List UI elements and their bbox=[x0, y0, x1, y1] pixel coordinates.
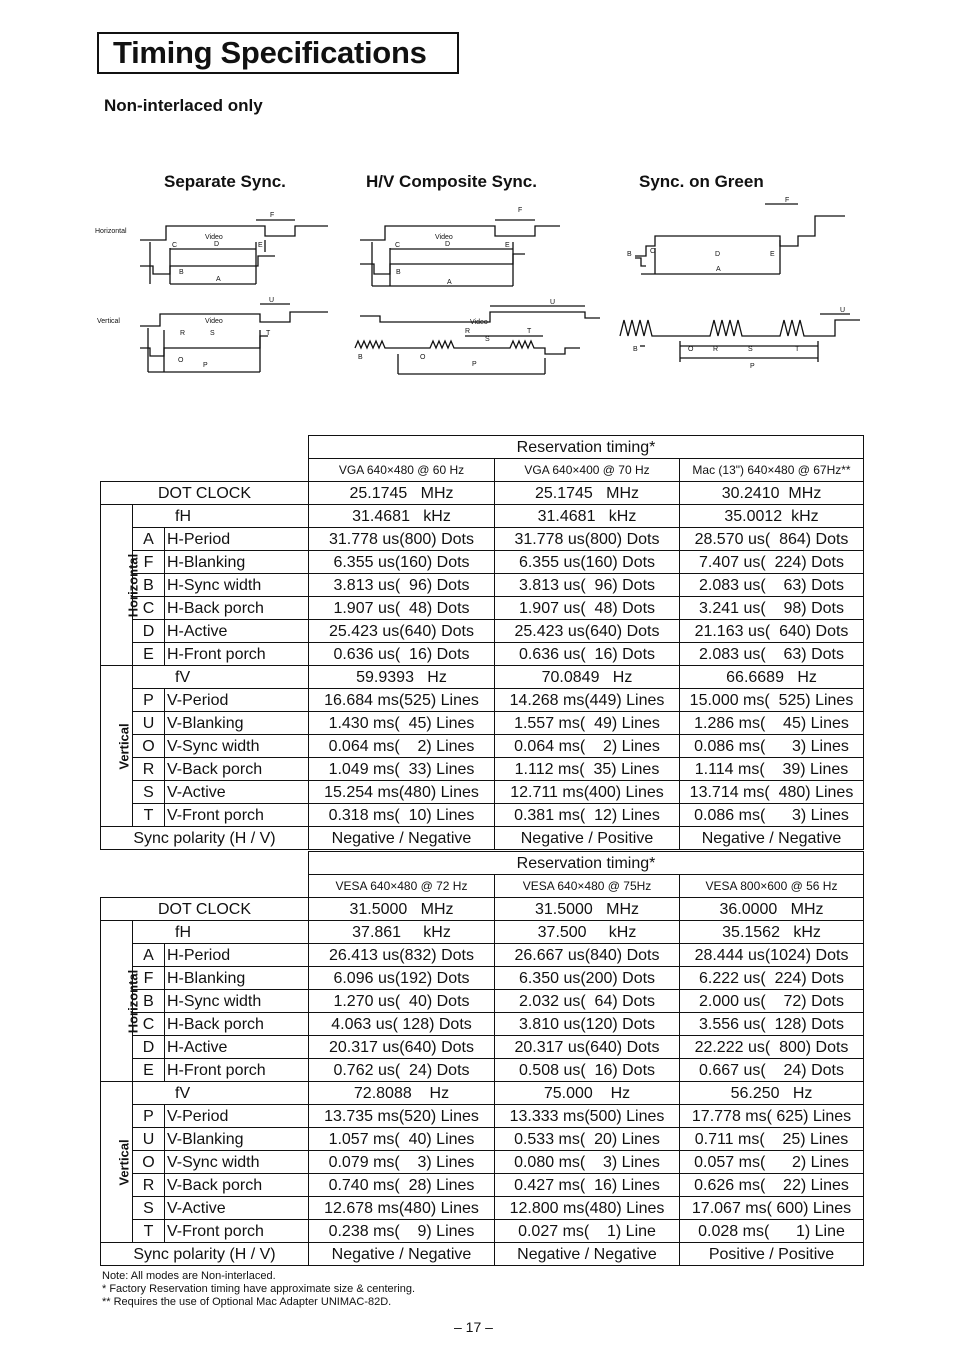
cell: 0.381 ms( 12) Lines bbox=[495, 804, 680, 827]
mode-header: VGA 640×480 @ 60 Hz bbox=[309, 459, 495, 482]
cell: Negative / Negative bbox=[680, 827, 864, 850]
cell: 0.318 ms( 10) Lines bbox=[309, 804, 495, 827]
cell: 1.907 us( 48) Dots bbox=[495, 597, 680, 620]
cell: 1.049 ms( 33) Lines bbox=[309, 758, 495, 781]
cell: 20.317 us(640) Dots bbox=[495, 1036, 680, 1059]
svg-text:C: C bbox=[650, 248, 656, 255]
svg-text:U: U bbox=[550, 299, 556, 306]
row-label: fV bbox=[133, 1082, 309, 1105]
cell: 2.083 us( 63) Dots bbox=[680, 574, 864, 597]
group-label: Horizontal bbox=[101, 505, 133, 666]
cell: 72.8088 Hz bbox=[309, 1082, 495, 1105]
row-letter: F bbox=[133, 551, 165, 574]
cell: 12.711 ms(400) Lines bbox=[495, 781, 680, 804]
subtitle: Non-interlaced only bbox=[104, 96, 263, 115]
cell: 12.800 ms(480) Lines bbox=[495, 1197, 680, 1220]
cell: 0.667 us( 24) Dots bbox=[680, 1059, 864, 1082]
separate-sync-title: Separate Sync. bbox=[164, 172, 286, 191]
cell: 2.083 us( 63) Dots bbox=[680, 643, 864, 666]
footnotes bbox=[102, 1270, 415, 1309]
row-label: V-Sync width bbox=[165, 735, 309, 758]
svg-text:A: A bbox=[216, 276, 221, 283]
green-horizontal-diagram bbox=[627, 197, 845, 274]
cell: 0.427 ms( 16) Lines bbox=[495, 1174, 680, 1197]
mode-header: VESA 640×480 @ 72 Hz bbox=[309, 875, 495, 898]
row-label: Sync polarity (H / V) bbox=[101, 827, 309, 850]
svg-text:P: P bbox=[472, 361, 477, 368]
cell: 25.423 us(640) Dots bbox=[495, 620, 680, 643]
cell: 3.810 us(120) Dots bbox=[495, 1013, 680, 1036]
mode-header: Mac (13") 640×480 @ 67Hz** bbox=[680, 459, 864, 482]
cell: 21.163 us( 640) Dots bbox=[680, 620, 864, 643]
row-letter: C bbox=[133, 597, 165, 620]
cell: 6.355 us(160) Dots bbox=[495, 551, 680, 574]
svg-text:U: U bbox=[269, 297, 275, 304]
cell: 3.241 us( 98) Dots bbox=[680, 597, 864, 620]
svg-text:Video: Video bbox=[205, 318, 223, 325]
cell: 2.032 us( 64) Dots bbox=[495, 990, 680, 1013]
cell: 12.678 ms(480) Lines bbox=[309, 1197, 495, 1220]
svg-text:Video: Video bbox=[470, 319, 488, 326]
group-label: Horizontal bbox=[101, 921, 133, 1082]
cell: 7.407 us( 224) Dots bbox=[680, 551, 864, 574]
note: ** Requires the use of Optional Mac Adapter UNIMAC-82D. bbox=[102, 1296, 392, 1308]
svg-text:T: T bbox=[795, 346, 800, 353]
cell: Negative / Negative bbox=[309, 827, 495, 850]
row-letter: E bbox=[133, 1059, 165, 1082]
composite-horizontal-diagram bbox=[360, 207, 560, 286]
svg-text:T: T bbox=[266, 330, 271, 337]
cell: 31.4681 kHz bbox=[495, 505, 680, 528]
cell: 0.238 ms( 9) Lines bbox=[309, 1220, 495, 1243]
cell: 31.5000 MHz bbox=[495, 898, 680, 921]
timing-table-2 bbox=[100, 851, 864, 1266]
mode-header: VGA 640×400 @ 70 Hz bbox=[495, 459, 680, 482]
row-letter: A bbox=[133, 944, 165, 967]
note: Note: All modes are Non-interlaced. bbox=[102, 1270, 276, 1282]
cell: 1.114 ms( 39) Lines bbox=[680, 758, 864, 781]
row-label: fV bbox=[133, 666, 309, 689]
row-label: V-Blanking bbox=[165, 712, 309, 735]
cell: 66.6689 Hz bbox=[680, 666, 864, 689]
mode-header: VESA 640×480 @ 75Hz bbox=[495, 875, 680, 898]
row-label: V-Front porch bbox=[165, 1220, 309, 1243]
cell: 0.079 ms( 3) Lines bbox=[309, 1151, 495, 1174]
row-label: H-Period bbox=[165, 944, 309, 967]
row-letter: U bbox=[133, 712, 165, 735]
svg-text:O: O bbox=[420, 354, 426, 361]
row-label: V-Blanking bbox=[165, 1128, 309, 1151]
group-label: Vertical bbox=[101, 666, 133, 827]
cell: 0.711 ms( 25) Lines bbox=[680, 1128, 864, 1151]
cell: 17.067 ms( 600) Lines bbox=[680, 1197, 864, 1220]
svg-text:Video: Video bbox=[435, 234, 453, 241]
row-label: DOT CLOCK bbox=[101, 898, 309, 921]
cell: 3.813 us( 96) Dots bbox=[495, 574, 680, 597]
reservation-header: Reservation timing* bbox=[309, 436, 864, 459]
cell: 3.556 us( 128) Dots bbox=[680, 1013, 864, 1036]
cell: 15.254 ms(480) Lines bbox=[309, 781, 495, 804]
cell: 0.028 ms( 1) Line bbox=[680, 1220, 864, 1243]
svg-text:S: S bbox=[748, 346, 753, 353]
svg-text:R: R bbox=[180, 330, 186, 337]
row-letter: A bbox=[133, 528, 165, 551]
mode-header: VESA 800×600 @ 56 Hz bbox=[680, 875, 864, 898]
cell: 13.714 ms( 480) Lines bbox=[680, 781, 864, 804]
cell: 2.000 us( 72) Dots bbox=[680, 990, 864, 1013]
row-letter: S bbox=[133, 781, 165, 804]
separate-horizontal-diagram bbox=[140, 212, 328, 284]
reservation-header: Reservation timing* bbox=[309, 852, 864, 875]
cell: 75.000 Hz bbox=[495, 1082, 680, 1105]
cell: 0.740 ms( 28) Lines bbox=[309, 1174, 495, 1197]
svg-text:F: F bbox=[785, 197, 790, 204]
cell: 70.0849 Hz bbox=[495, 666, 680, 689]
svg-text:B: B bbox=[179, 269, 184, 276]
row-label: H-Active bbox=[165, 620, 309, 643]
cell: 0.508 us( 16) Dots bbox=[495, 1059, 680, 1082]
cell: 0.057 ms( 2) Lines bbox=[680, 1151, 864, 1174]
row-label: Sync polarity (H / V) bbox=[101, 1243, 309, 1266]
row-label: H-Sync width bbox=[165, 990, 309, 1013]
row-label: V-Front porch bbox=[165, 804, 309, 827]
cell: 4.063 us( 128) Dots bbox=[309, 1013, 495, 1036]
svg-text:E: E bbox=[505, 242, 510, 249]
video-label: Video bbox=[205, 234, 223, 241]
row-letter: D bbox=[133, 1036, 165, 1059]
cell: 17.778 ms( 625) Lines bbox=[680, 1105, 864, 1128]
svg-text:P: P bbox=[203, 362, 208, 369]
cell: 0.636 us( 16) Dots bbox=[495, 643, 680, 666]
cell: 0.064 ms( 2) Lines bbox=[495, 735, 680, 758]
cell: 0.086 ms( 3) Lines bbox=[680, 804, 864, 827]
row-letter: T bbox=[133, 804, 165, 827]
row-label: fH bbox=[133, 921, 309, 944]
cell: 20.317 us(640) Dots bbox=[309, 1036, 495, 1059]
title-box bbox=[97, 32, 459, 74]
cell: 13.333 ms(500) Lines bbox=[495, 1105, 680, 1128]
row-letter: E bbox=[133, 643, 165, 666]
cell: 25.423 us(640) Dots bbox=[309, 620, 495, 643]
svg-text:P: P bbox=[750, 363, 755, 370]
svg-text:R: R bbox=[465, 328, 471, 335]
row-label: V-Active bbox=[165, 781, 309, 804]
cell: 30.2410 MHz bbox=[680, 482, 864, 505]
cell: Negative / Positive bbox=[495, 827, 680, 850]
cell: 1.430 ms( 45) Lines bbox=[309, 712, 495, 735]
separate-vertical-diagram bbox=[140, 297, 328, 372]
svg-text:B: B bbox=[358, 354, 363, 361]
row-letter: U bbox=[133, 1128, 165, 1151]
row-label: DOT CLOCK bbox=[101, 482, 309, 505]
svg-text:R: R bbox=[713, 346, 719, 353]
cell: 6.350 us(200) Dots bbox=[495, 967, 680, 990]
composite-vertical-diagram bbox=[355, 299, 600, 374]
row-label: V-Back porch bbox=[165, 1174, 309, 1197]
horizontal-label: Horizontal bbox=[95, 228, 127, 235]
row-label: V-Active bbox=[165, 1197, 309, 1220]
row-label: H-Sync width bbox=[165, 574, 309, 597]
row-letter: S bbox=[133, 1197, 165, 1220]
cell: 0.636 us( 16) Dots bbox=[309, 643, 495, 666]
row-label: H-Front porch bbox=[165, 1059, 309, 1082]
cell: 28.570 us( 864) Dots bbox=[680, 528, 864, 551]
cell: 59.9393 Hz bbox=[309, 666, 495, 689]
cell: 0.086 ms( 3) Lines bbox=[680, 735, 864, 758]
cell: 16.684 ms(525) Lines bbox=[309, 689, 495, 712]
cell: 26.413 us(832) Dots bbox=[309, 944, 495, 967]
cell: 31.4681 kHz bbox=[309, 505, 495, 528]
cell: 35.0012 kHz bbox=[680, 505, 864, 528]
svg-text:O: O bbox=[178, 357, 184, 364]
svg-text:B: B bbox=[396, 269, 401, 276]
row-label: H-Blanking bbox=[165, 967, 309, 990]
cell: 31.778 us(800) Dots bbox=[309, 528, 495, 551]
row-label: H-Back porch bbox=[165, 597, 309, 620]
cell: 6.222 us( 224) Dots bbox=[680, 967, 864, 990]
group-label: Vertical bbox=[101, 1082, 133, 1243]
composite-sync-title: H/V Composite Sync. bbox=[366, 172, 537, 191]
row-letter: R bbox=[133, 758, 165, 781]
svg-text:B: B bbox=[627, 251, 632, 258]
row-letter: O bbox=[133, 735, 165, 758]
cell: 6.355 us(160) Dots bbox=[309, 551, 495, 574]
cell: 0.027 ms( 1) Line bbox=[495, 1220, 680, 1243]
svg-text:S: S bbox=[210, 330, 215, 337]
cell: 1.112 ms( 35) Lines bbox=[495, 758, 680, 781]
cell: 1.557 ms( 49) Lines bbox=[495, 712, 680, 735]
green-vertical-diagram bbox=[620, 307, 860, 370]
cell: Negative / Negative bbox=[309, 1243, 495, 1266]
cell: 1.057 ms( 40) Lines bbox=[309, 1128, 495, 1151]
cell: 25.1745 MHz bbox=[495, 482, 680, 505]
cell: 0.762 us( 24) Dots bbox=[309, 1059, 495, 1082]
row-label: H-Active bbox=[165, 1036, 309, 1059]
cell: 1.907 us( 48) Dots bbox=[309, 597, 495, 620]
cell: 1.286 ms( 45) Lines bbox=[680, 712, 864, 735]
row-label: H-Period bbox=[165, 528, 309, 551]
svg-text:S: S bbox=[485, 336, 490, 343]
cell: 14.268 ms(449) Lines bbox=[495, 689, 680, 712]
cell: 26.667 us(840) Dots bbox=[495, 944, 680, 967]
row-letter: B bbox=[133, 990, 165, 1013]
cell: 0.064 ms( 2) Lines bbox=[309, 735, 495, 758]
cell: 0.533 ms( 20) Lines bbox=[495, 1128, 680, 1151]
timing-diagrams bbox=[90, 196, 870, 386]
cell: 6.096 us(192) Dots bbox=[309, 967, 495, 990]
svg-text:E: E bbox=[258, 242, 263, 249]
svg-text:C: C bbox=[395, 242, 401, 249]
row-label: V-Sync width bbox=[165, 1151, 309, 1174]
cell: 56.250 Hz bbox=[680, 1082, 864, 1105]
row-letter: P bbox=[133, 689, 165, 712]
svg-text:A: A bbox=[716, 266, 721, 273]
row-letter: D bbox=[133, 620, 165, 643]
row-letter: R bbox=[133, 1174, 165, 1197]
row-letter: O bbox=[133, 1151, 165, 1174]
row-letter: T bbox=[133, 1220, 165, 1243]
cell: 31.778 us(800) Dots bbox=[495, 528, 680, 551]
cell: 0.626 ms( 22) Lines bbox=[680, 1174, 864, 1197]
sync-on-green-title: Sync. on Green bbox=[639, 172, 764, 191]
vertical-label: Vertical bbox=[97, 318, 120, 325]
row-letter: B bbox=[133, 574, 165, 597]
svg-text:T: T bbox=[527, 328, 532, 335]
cell: 3.813 us( 96) Dots bbox=[309, 574, 495, 597]
row-label: H-Blanking bbox=[165, 551, 309, 574]
row-label: V-Period bbox=[165, 689, 309, 712]
svg-text:B: B bbox=[633, 346, 638, 353]
row-label: H-Front porch bbox=[165, 643, 309, 666]
row-letter: F bbox=[133, 967, 165, 990]
page-title: Timing Specifications bbox=[113, 35, 427, 70]
cell: 35.1562 kHz bbox=[680, 921, 864, 944]
cell: 13.735 ms(520) Lines bbox=[309, 1105, 495, 1128]
svg-text:D: D bbox=[214, 241, 220, 248]
row-label: H-Back porch bbox=[165, 1013, 309, 1036]
svg-text:D: D bbox=[715, 251, 721, 258]
cell: 15.000 ms( 525) Lines bbox=[680, 689, 864, 712]
cell: 25.1745 MHz bbox=[309, 482, 495, 505]
cell: 0.080 ms( 3) Lines bbox=[495, 1151, 680, 1174]
svg-text:F: F bbox=[518, 207, 523, 214]
row-label: V-Back porch bbox=[165, 758, 309, 781]
cell: 1.270 us( 40) Dots bbox=[309, 990, 495, 1013]
cell: Positive / Positive bbox=[680, 1243, 864, 1266]
note: * Factory Reservation timing have approximate size & centering. bbox=[102, 1283, 416, 1295]
cell: 31.5000 MHz bbox=[309, 898, 495, 921]
cell: 37.861 kHz bbox=[309, 921, 495, 944]
svg-text:C: C bbox=[172, 242, 178, 249]
svg-text:E: E bbox=[770, 251, 775, 258]
svg-text:F: F bbox=[270, 212, 275, 219]
cell: 37.500 kHz bbox=[495, 921, 680, 944]
cell: 28.444 us(1024) Dots bbox=[680, 944, 864, 967]
cell: 22.222 us( 800) Dots bbox=[680, 1036, 864, 1059]
cell: Negative / Negative bbox=[495, 1243, 680, 1266]
svg-text:U: U bbox=[840, 307, 846, 314]
page-number: – 17 – bbox=[454, 1319, 493, 1335]
svg-text:A: A bbox=[447, 279, 452, 286]
svg-text:D: D bbox=[445, 241, 451, 248]
row-letter: C bbox=[133, 1013, 165, 1036]
cell: 36.0000 MHz bbox=[680, 898, 864, 921]
svg-text:O: O bbox=[688, 346, 694, 353]
timing-table-1 bbox=[100, 435, 864, 850]
row-label: V-Period bbox=[165, 1105, 309, 1128]
row-label: fH bbox=[133, 505, 309, 528]
row-letter: P bbox=[133, 1105, 165, 1128]
